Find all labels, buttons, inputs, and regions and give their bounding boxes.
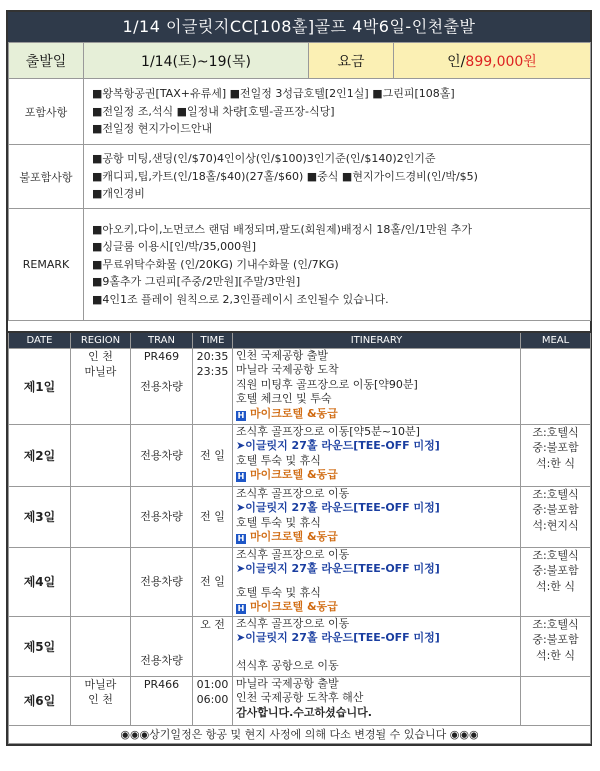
day-tran: PR466 — [131, 676, 193, 725]
time-line: 23:35 — [196, 364, 229, 378]
meal-line: 석:한 식 — [535, 456, 576, 470]
day-row — [9, 676, 591, 725]
col-tran: TRAN — [131, 332, 193, 348]
hotel-name: 마이크로텔 &동급 — [250, 530, 338, 544]
itinerary-document — [6, 10, 592, 746]
day-region — [71, 486, 131, 547]
itinerary-line: 마닐라 국제공항 도착 — [236, 363, 339, 377]
itinerary-line: 호텔 투숙 및 휴식 — [236, 585, 321, 599]
included-text — [84, 79, 591, 145]
remark-text — [84, 209, 591, 321]
day-time: 전 일 — [193, 424, 233, 486]
included-line: ■전일정 현지가이드안내 — [92, 122, 213, 136]
tran-spacer — [131, 364, 192, 379]
itinerary-line: 호텔 투숙 및 휴식 — [236, 515, 321, 529]
remark-row — [9, 209, 591, 321]
included-line: ■왕복항공권[TAX+유류세] ■전일정 3성급호텔[2인1실] ■그린피[108홀] — [92, 87, 455, 101]
day-itinerary — [233, 547, 521, 616]
remark-line: ■9홀추가 그린피[주중/2만원][주말/3만원] — [92, 275, 301, 289]
itinerary-line: 석식후 공항으로 이동 — [236, 658, 339, 672]
itinerary-line: 조식후 골프장으로 이동[약5분~10분] — [236, 424, 420, 438]
golf-round-line: ➤이글릿지 27홀 라운드[TEE-OFF 미정] — [236, 631, 440, 645]
tran-line: PR469 — [143, 349, 180, 363]
day-time: 오 전 — [193, 616, 233, 676]
day-tran: 전용차량 — [131, 616, 193, 676]
itinerary-line: 호텔 투숙 및 휴식 — [236, 453, 321, 467]
day-tran: 전용차량 — [131, 424, 193, 486]
region-line: 인 천 — [88, 349, 113, 363]
included-row — [9, 79, 591, 145]
day-region — [71, 616, 131, 676]
price-value: 899,000원 — [465, 53, 537, 70]
footer-row — [9, 725, 591, 743]
meal-line: 조:호텔식 — [532, 425, 579, 439]
itinerary-line: 조식후 골프장으로 이동 — [236, 547, 350, 561]
day-time: 전 일 — [193, 486, 233, 547]
golf-round-line: ➤이글릿지 27홀 라운드[TEE-OFF 미정] — [236, 439, 440, 453]
price-label: 요금 — [309, 43, 394, 79]
excluded-label: 불포함사항 — [9, 145, 84, 209]
day-date: 제6일 — [9, 676, 71, 725]
time-line: 06:00 — [196, 692, 229, 706]
day-meal — [521, 547, 591, 616]
depart-label: 출발일 — [9, 43, 84, 79]
excluded-line: ■공항 미팅,샌딩(인/$70)4인이상(인/$100)3인기준(인/$140)2인기준 — [92, 152, 436, 166]
price-prefix: 인/ — [447, 53, 466, 70]
meal-line: 중:불포함 — [532, 564, 579, 577]
day-date: 제1일 — [9, 348, 71, 424]
day-region — [71, 676, 131, 725]
day-itinerary — [233, 616, 521, 676]
day-itinerary — [233, 486, 521, 547]
day-itinerary — [233, 676, 521, 725]
col-region: REGION — [71, 332, 131, 348]
hotel-line — [236, 530, 520, 545]
day-row — [9, 616, 591, 676]
golf-round-line: ➤이글릿지 27홀 라운드[TEE-OFF 미정] — [236, 562, 440, 576]
day-date: 제4일 — [9, 547, 71, 616]
meal-line: 중:불포함 — [532, 503, 579, 516]
meal-line: 조:호텔식 — [532, 548, 579, 562]
hotel-icon: H — [237, 604, 245, 614]
day-row — [9, 424, 591, 486]
col-time: TIME — [193, 332, 233, 348]
day-row — [9, 547, 591, 616]
day-region — [71, 424, 131, 486]
meal-line: 중:불포함 — [532, 633, 579, 646]
itinerary-line: 마닐라 국제공항 출발 — [236, 676, 339, 690]
day-date: 제3일 — [9, 486, 71, 547]
meal-line: 석:한 식 — [535, 648, 576, 662]
day-meal — [521, 676, 591, 725]
day-time: 전 일 — [193, 547, 233, 616]
day-row — [9, 348, 591, 424]
meal-line: 조:호텔식 — [532, 487, 579, 501]
remark-line: ■4인1조 플레이 원칙으로 2,3인플레이시 조인될수 있습니다. — [92, 292, 389, 306]
col-date: DATE — [9, 332, 71, 348]
day-meal — [521, 424, 591, 486]
day-date: 제2일 — [9, 424, 71, 486]
day-date: 제5일 — [9, 616, 71, 676]
day-region — [71, 547, 131, 616]
header-row — [9, 43, 591, 79]
itinerary-line: 직원 미팅후 골프장으로 이동[약90분] — [236, 377, 418, 391]
col-meal: MEAL — [521, 332, 591, 348]
meal-line: 석:현지식 — [532, 518, 579, 532]
info-table — [8, 42, 591, 321]
meal-line: 석:한 식 — [535, 579, 576, 593]
hotel-line — [236, 600, 520, 615]
itinerary-header-row — [9, 332, 591, 348]
line-spacer — [236, 577, 520, 586]
excluded-row — [9, 145, 591, 209]
day-region — [71, 348, 131, 424]
day-tran: 전용차량 — [131, 547, 193, 616]
line-spacer — [236, 646, 520, 659]
hotel-icon: H — [237, 410, 245, 420]
remark-label: REMARK — [9, 209, 84, 321]
golf-round-line: ➤이글릿지 27홀 라운드[TEE-OFF 미정] — [236, 501, 440, 515]
hotel-line — [236, 407, 520, 422]
excluded-text — [84, 145, 591, 209]
time-line: 01:00 — [196, 677, 229, 691]
price-cell — [394, 43, 591, 79]
day-row — [9, 486, 591, 547]
hotel-name: 마이크로텔 &동급 — [250, 468, 338, 482]
excluded-line: ■개인경비 — [92, 187, 145, 201]
itinerary-line: 인천 국제공항 도착후 해산 — [236, 691, 364, 705]
region-line: 마닐라 — [84, 364, 117, 378]
itinerary-line: 조식후 골프장으로 이동 — [236, 486, 350, 500]
day-meal — [521, 348, 591, 424]
itinerary-line: 인천 국제공항 출발 — [236, 348, 329, 362]
itinerary-table — [8, 331, 591, 744]
day-tran: 전용차량 — [131, 486, 193, 547]
hotel-name: 마이크로텔 &동급 — [250, 406, 338, 420]
day-meal — [521, 486, 591, 547]
hotel-icon: H — [237, 534, 245, 544]
meal-line: 조:호텔식 — [532, 617, 579, 631]
time-line: 20:35 — [196, 349, 229, 363]
region-line: 마닐라 — [84, 677, 117, 691]
remark-line: ■아오키,다이,노먼코스 랜덤 배정되며,팔도(회원제)배정시 18홀/인/1만원 추가 — [92, 222, 473, 236]
day-meal — [521, 616, 591, 676]
page-title: 1/14 이글릿지CC[108홀]골프 4박6일-인천출발 — [8, 12, 590, 42]
meal-line: 중:불포함 — [532, 441, 579, 454]
remark-line: ■싱글룸 이용시[인/박/35,000원] — [92, 240, 257, 254]
hotel-name: 마이크로텔 &동급 — [250, 600, 338, 614]
tran-line: 전용차량 — [140, 379, 183, 393]
day-time — [193, 348, 233, 424]
hotel-icon: H — [237, 472, 245, 482]
included-line: ■전일정 조,석식 ■일정내 차량[호텔-골프장-식당] — [92, 104, 335, 118]
day-itinerary — [233, 348, 521, 424]
day-itinerary — [233, 424, 521, 486]
excluded-line: ■캐디피,팁,카트(인/18홀/$40)(27홀/$60) ■중식 ■현지가이드경비(인/박/$5) — [92, 169, 478, 183]
closing-message: 감사합니다.수고하셨습니다. — [236, 705, 372, 719]
itinerary-line: 조식후 골프장으로 이동 — [236, 616, 350, 630]
remark-line: ■무료위탁수화물 (인/20KG) 기내수화물 (인/7KG) — [92, 257, 339, 271]
col-itinerary: ITINERARY — [233, 332, 521, 348]
depart-value: 1/14(토)~19(목) — [84, 43, 309, 79]
included-label: 포함사항 — [9, 79, 84, 145]
footer-note: ◉◉◉상기일정은 항공 및 현지 사정에 의해 다소 변경될 수 있습니다 ◉◉◉ — [9, 725, 591, 743]
itinerary-line: 호텔 체크인 및 투숙 — [236, 392, 332, 406]
day-tran — [131, 348, 193, 424]
hotel-line — [236, 468, 520, 483]
day-time — [193, 676, 233, 725]
region-line: 인 천 — [88, 692, 113, 706]
